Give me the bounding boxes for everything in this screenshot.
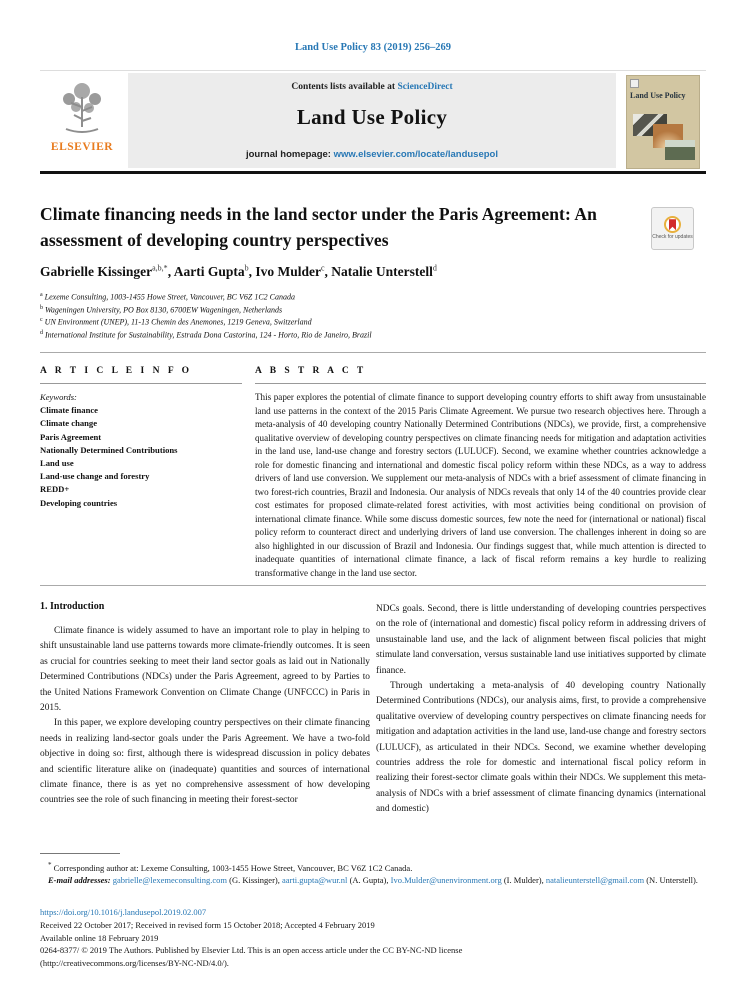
- keywords-block: [40, 391, 240, 510]
- email-link[interactable]: aarti.gupta@wur.nl: [282, 875, 348, 886]
- journal-banner: [40, 70, 706, 168]
- intro-paragraph: Through undertaking a meta-analysis of 40 developing country Nationally Determined Contributions (NDCs), our analysis aims, first, to provide a comprehensive qualitative overview of developing country perspectives on climate financing needs for mitigation and adaptation activities in the land use, land-use change and forestry sectors (LULUCF), as articulated in their NDCs. Second, we examine whether developing countries address the role for domestic and international fiscal policy reform in realizing their forest-sector climate goals within their NDCs. We supplement this meta-analysis of NDCs with a brief assessment of climate financing dynamics (international and domestic): [376, 681, 706, 815]
- author-sep: ,: [167, 263, 174, 279]
- check-for-updates-badge[interactable]: [651, 207, 694, 250]
- email-label: E-mail addresses:: [48, 875, 111, 886]
- email-link[interactable]: natalieunterstell@gmail.com: [545, 875, 645, 886]
- footnote-rule: [40, 853, 120, 854]
- intro-paragraph: NDCs goals. Second, there is little understanding of developing countries perspectives on the role of (international and domestic) fiscal policy reform in addressing drivers of unsustainable land use, and the lack of alignment between fiscal policies that might stimulate land conversation, versus sustainable land use initiatives supported by climate finance.: [376, 604, 706, 676]
- email-addresses: [40, 874, 706, 887]
- author-sep: ,: [324, 263, 332, 279]
- section-divider: [40, 352, 706, 353]
- intro-paragraph: Climate finance is widely assumed to have an important role to play in helping to shift unsustainable land use patterns towards more climate-friendly outcomes. It is seen as crucial for countries seeking to meet their land sector goals as laid out in Nationally Determined Contributions (NDCs) under the Paris Agreement, agreed to by Parties to the United Nations Framework Convention on Climate Change (UNFCCC) in Paris in 2015.: [40, 626, 370, 714]
- footnote-block: [40, 859, 706, 887]
- elsevier-wordmark: ELSEVIER: [50, 141, 114, 153]
- license-line: 0264-8377/ © 2019 The Authors. Published by Elsevier Ltd. This is an open access article under the CC BY-NC-ND license: [40, 945, 463, 956]
- keyword: Paris Agreement: [40, 431, 102, 442]
- abstract-rule: [255, 383, 706, 384]
- article-info-rule: [40, 383, 242, 384]
- journal-title: Land Use Policy: [296, 105, 448, 129]
- author: [331, 264, 437, 279]
- elsevier-tree-icon: [56, 77, 108, 139]
- journal-cover-area: [620, 73, 706, 168]
- author-sup: d: [432, 263, 437, 272]
- header-divider: [40, 171, 706, 174]
- abstract-text: This paper explores the potential of climate finance to support developing country efforts to shift away from unsustainable land use patterns in the context of the 2015 Paris Climate Agreement. We pursue two research objectives here. Through a meta-analysis of 40 developing country Nationally Determined Contributions (NDCs), we provide, first, a comprehensive qualitative overview of developing country perspectives on climate financing needs for mitigation and adaptation activities in the land use, land-use change and forestry sectors (LULUCF). Second, we examine whether countries acknowledge a role for domestic financing and international and domestic fiscal policy reform within these NDCs, as a way to address drivers of land use conversion. We supplement our meta-analysis of NDCs with a brief assessment of climate financing in two forest-rich countries, Brazil and Indonesia. Our analysis of NDCs reveals that only 14 of the 40 countries provide clear cost estimates for proposed climate-related forest activities, with most activities being conditional on provision of international climate finance. While some discuss domestic sources, few note the need for (international or national) fiscal policy reform to counteract direct and underlying drivers of land use conversion. The challenges inherent in doing so are also highlighted in our discussion of Brazil and Indonesia. Our findings suggest that, while much attention is directed to inadequate quantities of international climate finance, a lack of fiscal reform remains a key hurdle to realizing transformative change in the land use sector.: [255, 392, 706, 578]
- available-online: Available online 18 February 2019: [40, 932, 159, 943]
- footnote-marker: *: [48, 861, 52, 869]
- affiliation: $^c$ UN Environment (UNEP), 11-13 Chemin des Anemones, 1219 Geneva, Switzerland: [40, 317, 312, 327]
- banner-center: [128, 73, 616, 168]
- introduction-heading: 1. Introduction: [40, 601, 105, 612]
- journal-homepage-link[interactable]: www.elsevier.com/locate/landusepol: [333, 149, 498, 160]
- author-name: Natalie Unterstell: [331, 263, 433, 279]
- author-sup: b: [244, 263, 249, 272]
- intro-left-column: [40, 624, 370, 809]
- author-sup: a,b,*: [152, 263, 168, 272]
- affiliation: $^a$ Lexeme Consulting, 1003-1455 Howe Street, Vancouver, BC V6Z 1C2 Canada: [40, 292, 296, 302]
- keyword: Land-use change and forestry: [40, 471, 150, 482]
- keyword: Land use: [40, 458, 74, 469]
- badge-label: Check for updates: [652, 234, 693, 241]
- author: [174, 264, 256, 279]
- author-name: Aarti Gupta: [173, 263, 245, 279]
- journal-cover-thumbnail: [626, 75, 700, 169]
- corresponding-author-note: * Corresponding author at: Lexeme Consulting, 1003-1455 Howe Street, Vancouver, BC V6Z 1C2 Canada.: [48, 861, 413, 873]
- keyword: REDD+: [40, 484, 70, 495]
- homepage-line: [128, 149, 616, 160]
- doi-link[interactable]: https://doi.org/10.1016/j.landusepol.2019.02.007: [40, 907, 207, 917]
- affiliation-list: [40, 290, 660, 341]
- email-link[interactable]: gabrielle@lexemeconsulting.com: [112, 875, 227, 886]
- journal-citation: Land Use Policy 83 (2019) 256–269: [294, 42, 452, 53]
- footer-block: [40, 906, 706, 970]
- crossmark-icon: [664, 216, 681, 233]
- author-sup: c: [320, 263, 325, 272]
- cover-title: Land Use Policy: [630, 91, 686, 100]
- body-divider: [40, 585, 706, 586]
- keyword: Climate change: [40, 418, 98, 429]
- author: [40, 264, 174, 279]
- license-url: (http://creativecommons.org/licenses/BY-NC-ND/4.0/).: [40, 958, 229, 969]
- affiliation: $^d$ International Institute for Sustainability, Estrada Dona Castorina, 124 - Horto, Rio de Janeiro, Brazil: [40, 329, 372, 340]
- cover-logo-icon: [630, 79, 639, 88]
- email-link[interactable]: Ivo.Mulder@unenvironment.org: [390, 875, 502, 886]
- author-name: Gabrielle Kissinger: [40, 263, 153, 279]
- intro-right-column: [376, 602, 706, 818]
- cover-photo-icon: [665, 140, 695, 160]
- sciencedirect-link[interactable]: ScienceDirect: [397, 82, 453, 92]
- contents-prefix: Contents lists available at: [291, 82, 398, 92]
- author-list: [40, 263, 640, 280]
- abstract-heading: A B S T R A C T: [255, 366, 367, 376]
- received-dates: Received 22 October 2017; Received in revised form 15 October 2018; Accepted 4 February 2019: [40, 919, 375, 930]
- author: [255, 264, 331, 279]
- author-sep: ,: [248, 263, 256, 279]
- contents-line: [128, 82, 616, 92]
- email-owner: (N. Unterstell).: [644, 875, 698, 886]
- keyword: Developing countries: [40, 497, 118, 508]
- article-title: Climate financing needs in the land sector under the Paris Agreement: An assessment of developing country perspectives: [40, 204, 597, 250]
- affiliation: $^b$ Wageningen University, PO Box 8130, 6700EW Wageningen, Netherlands: [40, 304, 283, 315]
- keywords-label: Keywords:: [40, 392, 77, 402]
- article-info-heading: A R T I C L E I N F O: [40, 366, 193, 376]
- keyword: Nationally Determined Contributions: [40, 444, 178, 455]
- email-owner: (A. Gupta),: [347, 875, 391, 886]
- email-owner: (I. Mulder),: [501, 875, 546, 886]
- intro-paragraph: In this paper, we explore developing country perspectives on their climate financing needs in realizing land-sector goals under the Paris Agreement. We have a two-fold objective in doing so: first, although there is widespread discussion in policy debates and scientific literature alike on (inadequate) quantities and sources of international climate finance, there is as yet no comprehensive assessment of how developing countries see the role of such financing in meeting their forest-sector: [40, 718, 370, 806]
- email-owner: (G. Kissinger),: [226, 875, 282, 886]
- elsevier-logo: [40, 73, 124, 168]
- homepage-prefix: journal homepage:: [245, 149, 334, 160]
- keyword: Climate finance: [40, 405, 98, 416]
- author-name: Ivo Mulder: [255, 263, 321, 279]
